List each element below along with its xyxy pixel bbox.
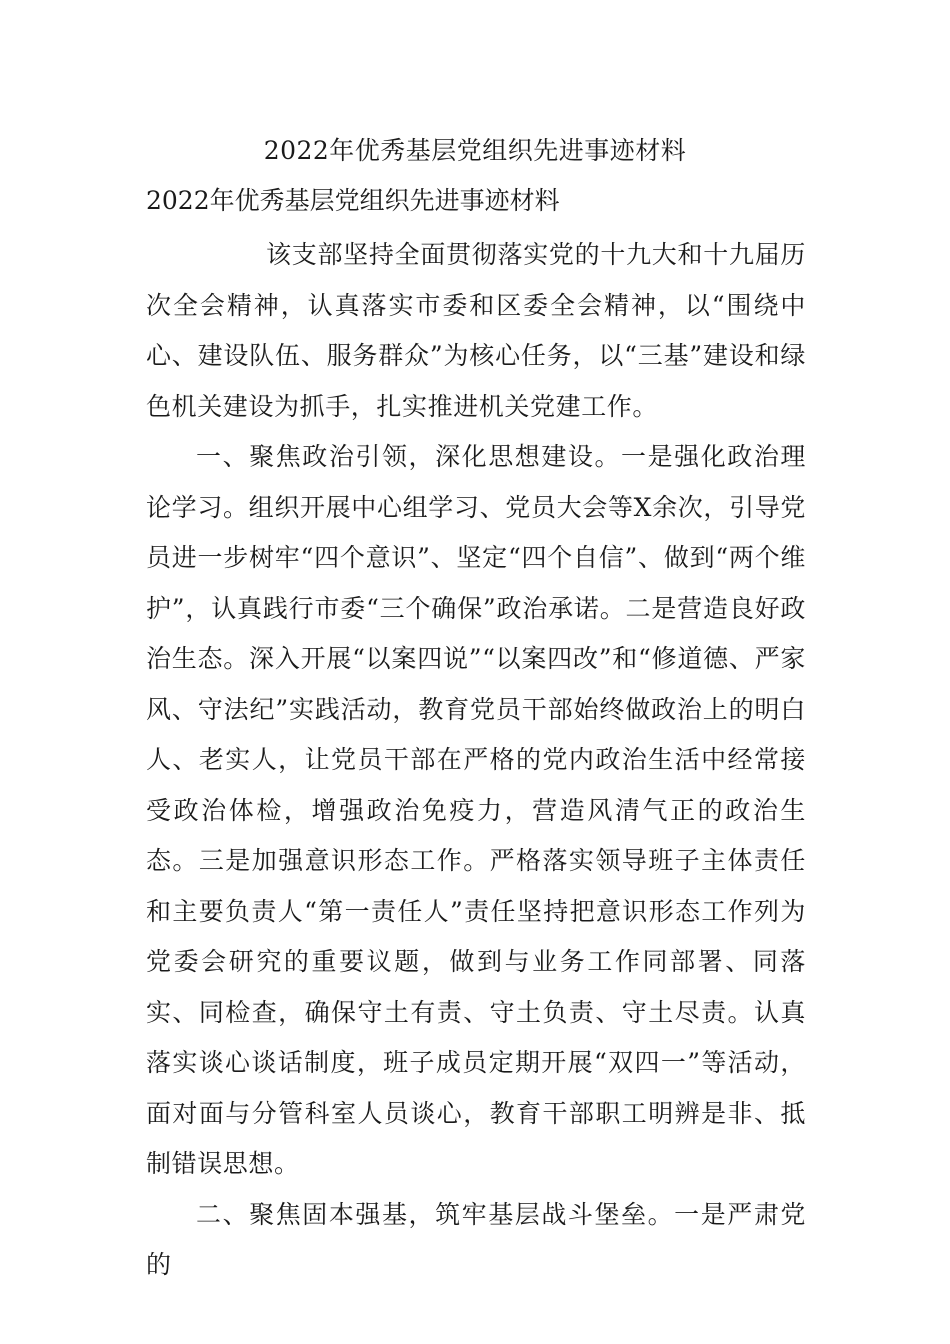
paragraph-section-one: 一、聚焦政治引领，深化思想建设。一是强化政治理论学习。组织开展中心组学习、党员大会等X余次，引导党员进一步树牢“四个意识”、坚定“四个自信”、做到“两个维护”，认真践行市委“三个确保”政治承诺。二是营造良好政治生态。深入开展“以案四说”“以案四改”和“修道德、严家风、守法纪”实践活动，教育党员干部始终做政治上的明白人、老实人，让党员干部在严格的党内政治生活中经常接受政治体检，增强政治免疫力，营造风清气正的政治生态。三是加强意识形态工作。严格落实领导班子主体责任和主要负责人“第一责任人”责任坚持把意识形态工作列为党委会研究的重要议题，做到与业务工作同部署、同落实、同检查，确保守土有责、守土负责、守土尽责。认真落实谈心谈话制度，班子成员定期开展“双四一”等活动，面对面与分管科室人员谈心，教育干部职工明辨是非、抵制错误思想。 — [146, 442, 806, 1178]
paragraph-intro: 该支部坚持全面贯彻落实党的十九大和十九届历次全会精神，认真落实市委和区委全会精神，以“围绕中心、建设队伍、服务群众”为核心任务，以“三基”建设和绿色机关建设为抓手，扎实推进机关党建工作。 — [146, 240, 806, 421]
document-subtitle: 2022年优秀基层党组织先进事迹材料 — [146, 186, 560, 215]
document-title: 2022年优秀基层党组织先进事迹材料 — [263, 136, 687, 165]
document-body — [146, 230, 806, 1291]
paragraph-section-two: 二、聚焦固本强基，筑牢基层战斗堡垒。一是严肃党的 — [146, 1199, 806, 1279]
